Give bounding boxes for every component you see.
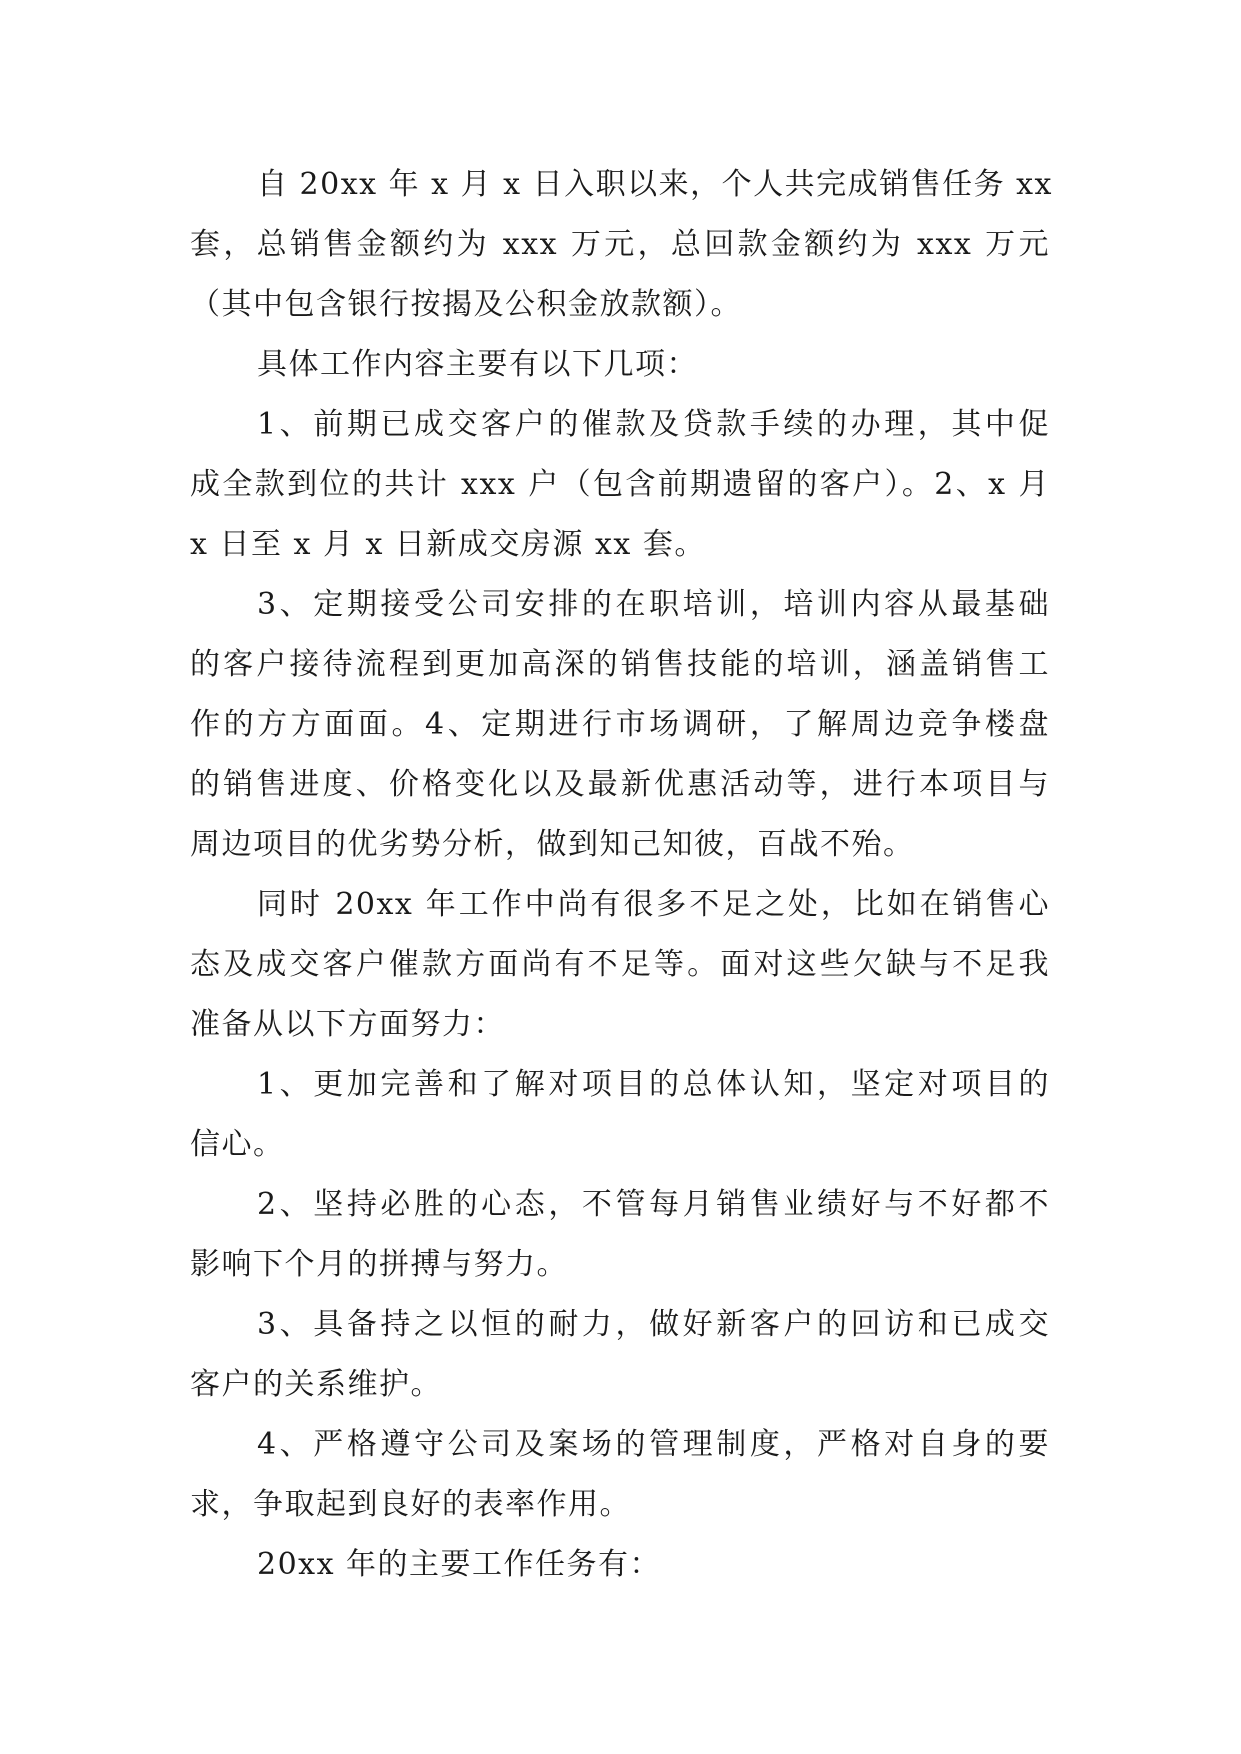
- text-line: 1、更加完善和了解对项目的总体认知，坚定对项目的: [257, 1067, 1050, 1102]
- text-line: （其中包含银行按揭及公积金放款额）。: [190, 287, 742, 322]
- text-line: 求，争取起到良好的表率作用。: [190, 1487, 631, 1522]
- text-line: 的客户接待流程到更加高深的销售技能的培训，涵盖销售工: [190, 647, 1050, 682]
- text-line: 客户的关系维护。: [190, 1367, 442, 1402]
- text-line: 具体工作内容主要有以下几项：: [257, 347, 698, 382]
- document-body: [190, 155, 1053, 1595]
- text-line: 作的方方面面。4、定期进行市场调研，了解周边竞争楼盘: [190, 707, 1050, 742]
- text-line: 的销售进度、价格变化以及最新优惠活动等，进行本项目与: [190, 767, 1050, 802]
- text-line: 3、定期接受公司安排的在职培训，培训内容从最基础: [257, 587, 1050, 622]
- text-line: 准备从以下方面努力：: [190, 1007, 505, 1042]
- text-line: 套，总销售金额约为 xxx 万元，总回款金额约为 xxx 万元: [190, 227, 1050, 262]
- text-line: 同时 20xx 年工作中尚有很多不足之处，比如在销售心: [257, 887, 1050, 922]
- text-line: 2、坚持必胜的心态，不管每月销售业绩好与不好都不: [257, 1187, 1050, 1222]
- text-line: 20xx 年的主要工作任务有：: [257, 1547, 662, 1582]
- text-line: 态及成交客户催款方面尚有不足等。面对这些欠缺与不足我: [190, 947, 1050, 982]
- text-line: 3、具备持之以恒的耐力，做好新客户的回访和已成交: [257, 1307, 1050, 1342]
- text-line: 自 20xx 年 x 月 x 日入职以来，个人共完成销售任务 xx: [257, 167, 1053, 202]
- text-line: 周边项目的优劣势分析，做到知己知彼，百战不殆。: [190, 827, 915, 862]
- text-line: x 日至 x 月 x 日新成交房源 xx 套。: [190, 527, 706, 562]
- text-line: 影响下个月的拼搏与努力。: [190, 1247, 568, 1282]
- text-line: 1、前期已成交客户的催款及贷款手续的办理，其中促: [257, 407, 1050, 442]
- text-line: 信心。: [190, 1127, 285, 1162]
- text-line: 4、严格遵守公司及案场的管理制度，严格对自身的要: [257, 1427, 1050, 1462]
- text-line: 成全款到位的共计 xxx 户（包含前期遗留的客户）。2、x 月: [190, 467, 1050, 502]
